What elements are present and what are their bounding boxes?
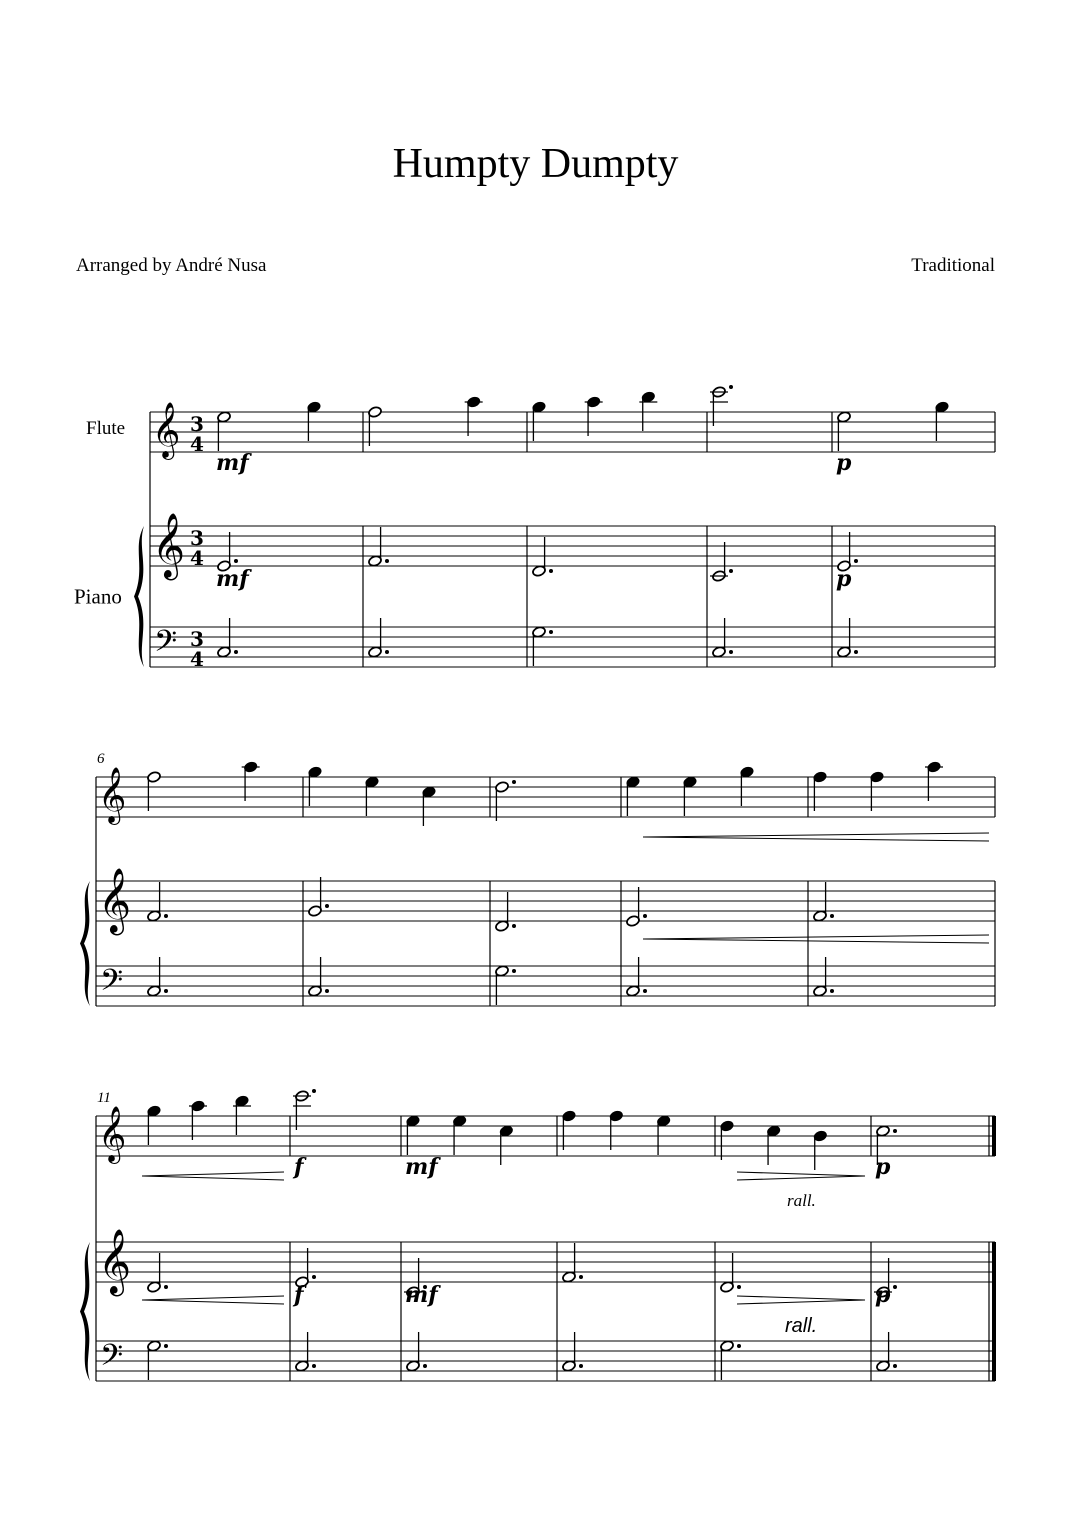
dynamic-f: f [294,1282,304,1308]
page-title: Humpty Dumpty [392,141,679,187]
augmentation-dot [385,650,389,654]
dotted-half-note [532,537,553,577]
augmentation-dot [385,559,389,563]
dynamic-p: p [836,450,852,476]
time-signature-bottom: 4 [190,432,204,456]
quarter-note [307,401,322,441]
crescendo-hairpin [643,837,989,841]
half-note [147,771,162,811]
augmentation-dot [325,904,329,908]
quarter-note [641,391,656,431]
augmentation-dot [164,914,168,918]
augmentation-dot [164,989,168,993]
treble-clef-icon: 𝄞 [98,767,127,823]
augmentation-dot [234,559,238,563]
measure-number: 11 [97,1090,111,1106]
bass-clef-icon: 𝄢 [100,964,124,1005]
time-signature-bottom: 4 [190,647,204,671]
quarter-note [740,766,755,806]
dotted-half-note [562,1243,583,1283]
treble-clef-icon: 𝄞 [98,868,132,933]
piano-brace [80,881,90,1006]
augmentation-dot [549,569,553,573]
quarter-note [532,401,547,441]
augmentation-dot [325,989,329,993]
augmentation-dot [854,559,858,563]
augmentation-dot [512,969,516,973]
quarter-note [656,1115,671,1155]
decrescendo-hairpin [737,1176,865,1180]
augmentation-dot [512,924,516,928]
dotted-half-note [308,957,329,997]
dotted-half-note [626,957,647,997]
augmentation-dot [312,1275,316,1279]
dotted-half-note [495,892,516,932]
quarter-note [683,776,698,816]
augmentation-dot [854,650,858,654]
dotted-half-note [147,882,168,922]
dotted-half-note [837,618,858,658]
composer-credit: Traditional [911,255,995,276]
dotted-half-note [295,1089,316,1130]
dynamic-mf: mf [405,1282,438,1308]
rall-text: rall. [785,1315,818,1337]
quarter-note [365,776,380,816]
crescendo-hairpin [643,833,989,837]
time-signature-bottom: 4 [190,546,204,570]
quarter-note [452,1115,467,1155]
augmentation-dot [893,1285,897,1289]
dotted-half-note [495,780,516,821]
augmentation-dot [164,1285,168,1289]
bass-clef-icon: 𝄢 [154,625,178,666]
dynamic-p: p [875,1154,891,1180]
augmentation-dot [893,1364,897,1368]
rall-text: rall. [787,1191,816,1210]
crescendo-hairpin [142,1296,284,1300]
dotted-half-note [720,1340,741,1380]
augmentation-dot [579,1364,583,1368]
quarter-note [720,1120,735,1160]
quarter-note [935,401,950,441]
augmentation-dot [729,650,733,654]
dotted-half-note [532,626,553,666]
dotted-half-note [147,957,168,997]
dynamic-mf: mf [216,450,249,476]
dotted-half-note [712,385,733,426]
augmentation-dot [729,569,733,573]
dotted-half-note [720,1253,741,1293]
quarter-note [308,766,323,806]
flute-label: Flute [86,418,126,439]
quarter-note [406,1115,421,1155]
dotted-half-note [368,527,389,567]
crescendo-hairpin [643,935,989,939]
treble-clef-icon: 𝄞 [152,402,181,458]
decrescendo-hairpin [737,1172,865,1176]
dynamic-mf: mf [405,1154,438,1180]
dotted-half-note [876,1332,897,1372]
dotted-half-note [712,618,733,658]
quarter-note [813,771,828,811]
quarter-note [609,1110,624,1150]
decrescendo-hairpin [737,1296,865,1300]
dotted-half-note [406,1332,427,1372]
dynamic-p: p [875,1282,891,1308]
augmentation-dot [643,914,647,918]
dotted-half-note [562,1332,583,1372]
augmentation-dot [830,914,834,918]
treble-clef-icon: 𝄞 [152,513,186,578]
augmentation-dot [549,630,553,634]
augmentation-dot [579,1275,583,1279]
dotted-half-note [813,957,834,997]
dotted-half-note [813,882,834,922]
dynamic-p: p [836,566,852,592]
dotted-half-note [147,1340,168,1380]
piano-label: Piano [74,584,122,609]
crescendo-hairpin [142,1172,284,1176]
final-barline-thick [992,1341,996,1381]
treble-clef-icon: 𝄞 [98,1106,127,1162]
final-barline-thick [992,1242,996,1282]
augmentation-dot [737,1344,741,1348]
time-signature-top: 3 [190,412,204,436]
quarter-note [813,1130,828,1170]
dynamic-f: f [294,1154,304,1180]
crescendo-hairpin [643,939,989,943]
dotted-half-note [495,965,516,1005]
decrescendo-hairpin [737,1300,865,1304]
piano-brace [80,1242,90,1381]
quarter-note [235,1095,250,1135]
quarter-note [870,771,885,811]
augmentation-dot [164,1344,168,1348]
augmentation-dot [312,1089,316,1093]
time-signature-top: 3 [190,526,204,550]
dotted-half-note [217,618,238,658]
time-signature-top: 3 [190,627,204,651]
quarter-note [766,1125,781,1165]
quarter-note [499,1125,514,1165]
final-barline-thick [992,1116,996,1156]
dotted-half-note [147,1253,168,1293]
crescendo-hairpin [142,1300,284,1304]
half-note [837,411,852,451]
bass-clef-icon: 𝄢 [100,1339,124,1380]
arranger-credit: Arranged by André Nusa [76,255,267,276]
augmentation-dot [830,989,834,993]
quarter-note [147,1105,162,1145]
augmentation-dot [737,1285,741,1289]
augmentation-dot [423,1364,427,1368]
measure-number: 6 [97,751,105,767]
quarter-note [626,776,641,816]
treble-clef-icon: 𝄞 [98,1229,132,1294]
quarter-note [422,786,437,826]
half-note [368,406,383,446]
augmentation-dot [893,1129,897,1133]
augmentation-dot [312,1364,316,1368]
half-note [217,411,232,451]
augmentation-dot [643,989,647,993]
augmentation-dot [234,650,238,654]
dynamic-mf: mf [216,566,249,592]
augmentation-dot [729,385,733,389]
crescendo-hairpin [142,1176,284,1180]
quarter-note [562,1110,577,1150]
piano-brace [134,526,144,667]
final-barline-thick [992,1282,996,1341]
dotted-half-note [368,618,389,658]
augmentation-dot [512,780,516,784]
dotted-half-note [295,1332,316,1372]
